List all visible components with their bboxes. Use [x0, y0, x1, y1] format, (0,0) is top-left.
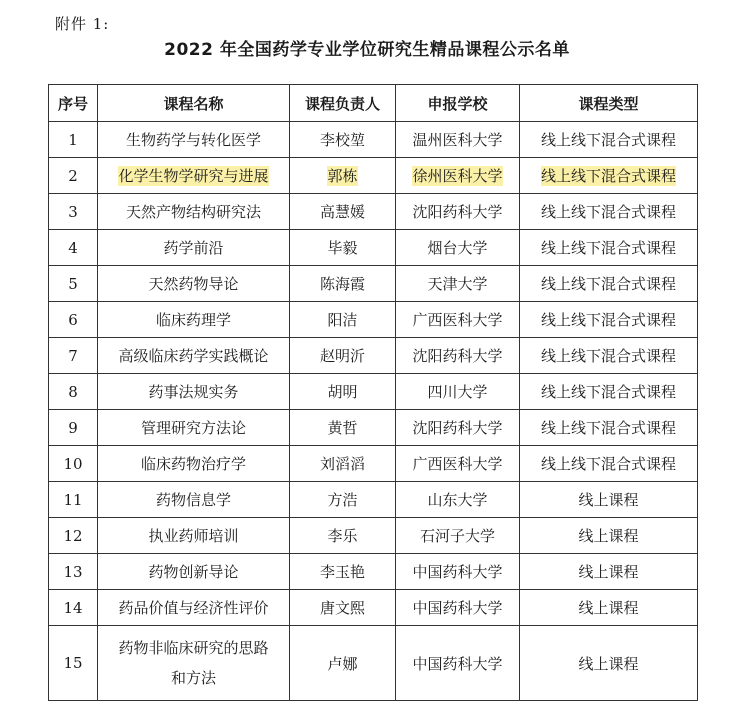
cell-lead: 唐文熙: [290, 590, 396, 626]
cell-course: 药物非临床研究的思路和方法: [98, 626, 290, 701]
cell-lead: 高慧媛: [290, 194, 396, 230]
cell-course: [98, 158, 290, 194]
cell-index: 12: [49, 518, 98, 554]
cell-index: 3: [49, 194, 98, 230]
cell-index: 15: [49, 626, 98, 701]
cell-school: 沈阳药科大学: [396, 194, 520, 230]
cell-lead: 李校堃: [290, 122, 396, 158]
cell-type: 线上线下混合式课程: [520, 266, 698, 302]
header-course-type: 课程类型: [520, 85, 698, 122]
cell-index: 4: [49, 230, 98, 266]
cell-type: 线上课程: [520, 518, 698, 554]
cell-course: 天然药物导论: [98, 266, 290, 302]
cell-school: 沈阳药科大学: [396, 338, 520, 374]
cell-type: 线上线下混合式课程: [520, 302, 698, 338]
cell-type: 线上线下混合式课程: [520, 338, 698, 374]
cell-course: 执业药师培训: [98, 518, 290, 554]
header-course-name: 课程名称: [98, 85, 290, 122]
table-row: [49, 626, 698, 701]
cell-course: 药品价值与经济性评价: [98, 590, 290, 626]
cell-lead: 卢娜: [290, 626, 396, 701]
cell-type: 线上课程: [520, 626, 698, 701]
cell-lead: 陈海霞: [290, 266, 396, 302]
cell-school: 中国药科大学: [396, 554, 520, 590]
table-row-highlighted: [49, 158, 698, 194]
cell-lead: 赵明沂: [290, 338, 396, 374]
cell-index: 10: [49, 446, 98, 482]
header-index: 序号: [49, 85, 98, 122]
cell-index: 9: [49, 410, 98, 446]
cell-lead: 毕毅: [290, 230, 396, 266]
table-row: [49, 194, 698, 230]
cell-type: 线上线下混合式课程: [520, 446, 698, 482]
cell-type: 线上线下混合式课程: [520, 122, 698, 158]
cell-school: 沈阳药科大学: [396, 410, 520, 446]
cell-school: 石河子大学: [396, 518, 520, 554]
header-school: 申报学校: [396, 85, 520, 122]
table-row: [49, 518, 698, 554]
cell-type: 线上线下混合式课程: [520, 194, 698, 230]
highlighted-text: 线上线下混合式课程: [540, 167, 676, 185]
table-row: [49, 338, 698, 374]
cell-lead: [290, 158, 396, 194]
cell-course: 药物信息学: [98, 482, 290, 518]
cell-lead: 黄哲: [290, 410, 396, 446]
table-row: [49, 410, 698, 446]
cell-index: 7: [49, 338, 98, 374]
cell-lead: 阳洁: [290, 302, 396, 338]
cell-course: 临床药理学: [98, 302, 290, 338]
cell-index: 8: [49, 374, 98, 410]
cell-type: 线上课程: [520, 590, 698, 626]
page-title: 2022 年全国药学专业学位研究生精品课程公示名单: [164, 40, 570, 60]
cell-course: 临床药物治疗学: [98, 446, 290, 482]
cell-course: 高级临床药学实践概论: [98, 338, 290, 374]
cell-school: 温州医科大学: [396, 122, 520, 158]
cell-type: 线上线下混合式课程: [520, 410, 698, 446]
cell-course: 天然产物结构研究法: [98, 194, 290, 230]
table-row: [49, 266, 698, 302]
cell-school: 天津大学: [396, 266, 520, 302]
course-table: [48, 84, 698, 701]
cell-school: 山东大学: [396, 482, 520, 518]
cell-lead: 方浩: [290, 482, 396, 518]
cell-type: [520, 158, 698, 194]
cell-index: 11: [49, 482, 98, 518]
cell-course: 药学前沿: [98, 230, 290, 266]
table-row: [49, 554, 698, 590]
cell-school: 四川大学: [396, 374, 520, 410]
cell-index: 14: [49, 590, 98, 626]
table-row: [49, 374, 698, 410]
table-row: [49, 302, 698, 338]
cell-index: 5: [49, 266, 98, 302]
cell-lead: 刘滔滔: [290, 446, 396, 482]
highlighted-text: 化学生物学研究与进展: [118, 167, 269, 185]
highlighted-text: 徐州医科大学: [412, 167, 503, 185]
table-row: [49, 122, 698, 158]
cell-lead: 胡明: [290, 374, 396, 410]
cell-index: 2: [49, 158, 98, 194]
cell-school: 中国药科大学: [396, 590, 520, 626]
cell-school: 烟台大学: [396, 230, 520, 266]
header-lead: 课程负责人: [290, 85, 396, 122]
cell-index: 1: [49, 122, 98, 158]
table-header-row: [49, 85, 698, 122]
cell-school: [396, 158, 520, 194]
cell-course: 管理研究方法论: [98, 410, 290, 446]
cell-type: 线上课程: [520, 482, 698, 518]
cell-lead: 李玉艳: [290, 554, 396, 590]
cell-school: 中国药科大学: [396, 626, 520, 701]
table-row: [49, 446, 698, 482]
cell-school: 广西医科大学: [396, 446, 520, 482]
cell-course: 药事法规实务: [98, 374, 290, 410]
cell-lead: 李乐: [290, 518, 396, 554]
cell-school: 广西医科大学: [396, 302, 520, 338]
highlighted-text: 郭栋: [327, 167, 358, 185]
cell-index: 13: [49, 554, 98, 590]
table-row: [49, 590, 698, 626]
attachment-label: 附件 1:: [55, 15, 110, 33]
table-row: [49, 230, 698, 266]
table-row: [49, 482, 698, 518]
cell-index: 6: [49, 302, 98, 338]
cell-type: 线上课程: [520, 554, 698, 590]
cell-course: 药物创新导论: [98, 554, 290, 590]
cell-type: 线上线下混合式课程: [520, 230, 698, 266]
cell-course: 生物药学与转化医学: [98, 122, 290, 158]
cell-type: 线上线下混合式课程: [520, 374, 698, 410]
